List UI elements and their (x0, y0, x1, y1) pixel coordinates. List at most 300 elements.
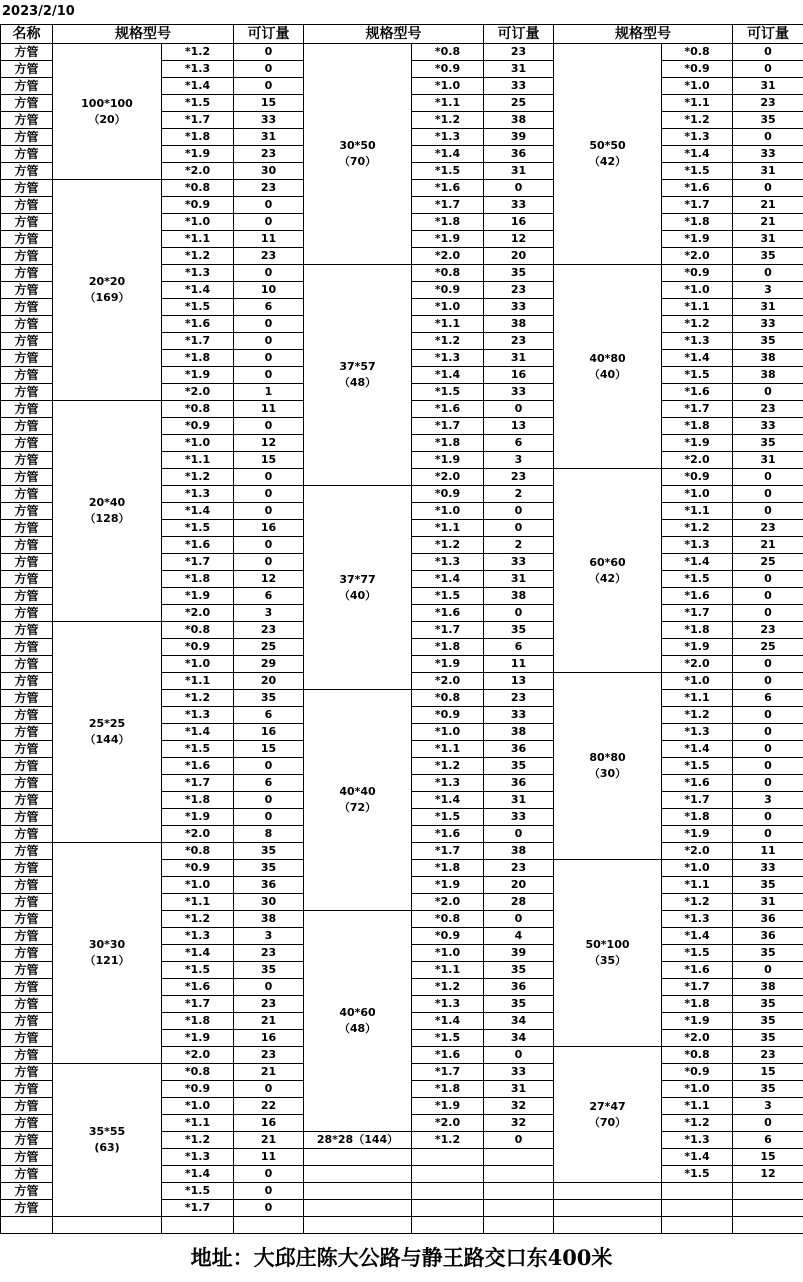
quantity-cell: 36 (484, 146, 554, 163)
empty-cell (484, 1166, 554, 1183)
thickness-cell: *1.1 (662, 1098, 733, 1115)
product-name-cell: 方管 (1, 214, 53, 231)
thickness-cell: *1.9 (662, 231, 733, 248)
quantity-cell: 32 (484, 1098, 554, 1115)
thickness-cell: *1.9 (662, 639, 733, 656)
thickness-cell: *1.3 (162, 265, 234, 282)
thickness-cell: *1.0 (662, 78, 733, 95)
spec-group-title: 40*80 (589, 351, 626, 365)
product-name-cell: 方管 (1, 248, 53, 265)
spec-group-cell (554, 469, 662, 673)
product-name-cell: 方管 (1, 605, 53, 622)
quantity-cell: 0 (733, 129, 803, 146)
thickness-cell: *1.2 (412, 979, 484, 996)
quantity-cell: 0 (484, 401, 554, 418)
spec-group-cell (304, 911, 412, 1132)
thickness-cell: *1.2 (162, 469, 234, 486)
thickness-cell: *2.0 (162, 1047, 234, 1064)
quantity-cell: 0 (234, 979, 304, 996)
spec-group-cell (53, 401, 162, 622)
quantity-cell: 0 (234, 214, 304, 231)
thickness-cell: *1.3 (412, 129, 484, 146)
spec-group-title: 37*57 (339, 360, 376, 373)
quantity-cell: 0 (234, 469, 304, 486)
quantity-cell: 0 (234, 758, 304, 775)
thickness-cell: *0.9 (162, 197, 234, 214)
spec-group-count: （121） (84, 954, 130, 967)
thickness-cell: *2.0 (662, 1030, 733, 1047)
header-name: 名称 (1, 25, 53, 44)
quantity-cell: 0 (234, 809, 304, 826)
thickness-cell: *1.4 (412, 792, 484, 809)
quantity-cell: 0 (733, 588, 803, 605)
product-name-cell: 方管 (1, 775, 53, 792)
empty-cell (304, 1166, 412, 1183)
thickness-cell: *1.5 (662, 163, 733, 180)
quantity-cell: 0 (733, 61, 803, 78)
thickness-cell: *1.6 (412, 401, 484, 418)
quantity-cell: 6 (484, 435, 554, 452)
product-name-cell: 方管 (1, 707, 53, 724)
empty-cell (162, 1217, 234, 1234)
quantity-cell: 0 (733, 826, 803, 843)
product-name-cell: 方管 (1, 758, 53, 775)
thickness-cell: *1.6 (662, 180, 733, 197)
product-name-cell: 方管 (1, 299, 53, 316)
spec-group-title: 35*55 (88, 1125, 126, 1138)
spec-group-count: （169） (84, 291, 130, 304)
quantity-cell: 0 (484, 180, 554, 197)
thickness-cell: *1.2 (412, 1132, 484, 1149)
quantity-cell: 35 (733, 435, 803, 452)
thickness-cell: *1.3 (162, 928, 234, 945)
quantity-cell: 15 (234, 741, 304, 758)
spec-group-title: 80*80 (589, 751, 626, 764)
spec-group-title: 25*25 (88, 717, 126, 730)
thickness-cell: *1.7 (662, 197, 733, 214)
quantity-cell: 35 (484, 962, 554, 979)
thickness-cell: *1.5 (162, 741, 234, 758)
quantity-cell: 0 (733, 741, 803, 758)
thickness-cell: *1.7 (162, 775, 234, 792)
spec-group-count: （40） (338, 588, 377, 602)
quantity-cell: 0 (733, 656, 803, 673)
quantity-cell: 0 (733, 1115, 803, 1132)
thickness-cell: *1.7 (162, 333, 234, 350)
thickness-cell: *1.9 (412, 452, 484, 469)
quantity-cell: 0 (733, 673, 803, 690)
quantity-cell: 34 (484, 1030, 554, 1047)
quantity-cell: 6 (484, 639, 554, 656)
thickness-cell: *1.4 (162, 1166, 234, 1183)
quantity-cell: 31 (484, 350, 554, 367)
quantity-cell: 35 (733, 877, 803, 894)
thickness-cell: *0.8 (412, 44, 484, 61)
thickness-cell: *1.4 (412, 367, 484, 384)
thickness-cell: *0.8 (162, 180, 234, 197)
empty-cell (304, 1217, 412, 1234)
thickness-cell: *2.0 (662, 452, 733, 469)
spec-group-title: 60*60 (589, 555, 626, 569)
quantity-cell: 38 (733, 350, 803, 367)
thickness-cell: *1.6 (662, 588, 733, 605)
thickness-cell: *1.9 (412, 656, 484, 673)
quantity-cell: 16 (484, 367, 554, 384)
empty-cell (554, 1200, 662, 1217)
thickness-cell: *0.8 (162, 401, 234, 418)
thickness-cell: *1.1 (162, 894, 234, 911)
thickness-cell: *1.1 (162, 673, 234, 690)
product-name-cell: 方管 (1, 163, 53, 180)
quantity-cell: 23 (234, 146, 304, 163)
thickness-cell: *1.9 (412, 877, 484, 894)
product-name-cell: 方管 (1, 894, 53, 911)
product-name-cell: 方管 (1, 928, 53, 945)
thickness-cell: *1.7 (662, 605, 733, 622)
quantity-cell: 23 (484, 282, 554, 299)
thickness-cell: *0.8 (662, 44, 733, 61)
product-name-cell: 方管 (1, 503, 53, 520)
thickness-cell: *1.3 (162, 61, 234, 78)
spec-group-cell (304, 1132, 412, 1149)
thickness-cell: *0.9 (162, 639, 234, 656)
thickness-cell: *1.5 (412, 809, 484, 826)
quantity-cell: 31 (733, 894, 803, 911)
quantity-cell: 13 (484, 673, 554, 690)
thickness-cell: *2.0 (662, 843, 733, 860)
quantity-cell: 23 (733, 1047, 803, 1064)
thickness-cell: *1.6 (662, 775, 733, 792)
thickness-cell: *1.0 (662, 860, 733, 877)
table-row (1, 1217, 803, 1234)
quantity-cell: 38 (484, 112, 554, 129)
empty-cell (412, 1200, 484, 1217)
quantity-cell: 0 (484, 520, 554, 537)
thickness-cell: *1.2 (162, 911, 234, 928)
spec-group-cell (304, 690, 412, 911)
quantity-cell: 20 (484, 248, 554, 265)
quantity-cell: 38 (733, 367, 803, 384)
product-name-cell: 方管 (1, 622, 53, 639)
empty-cell (484, 1217, 554, 1234)
thickness-cell: *0.8 (162, 843, 234, 860)
empty-cell (662, 1183, 733, 1200)
quantity-cell: 0 (733, 469, 803, 486)
product-name-cell: 方管 (1, 656, 53, 673)
product-name-cell: 方管 (1, 843, 53, 860)
product-name-cell: 方管 (1, 877, 53, 894)
spec-group-title: 40*40 (339, 785, 376, 798)
quantity-cell: 30 (234, 894, 304, 911)
quantity-cell: 3 (484, 452, 554, 469)
spec-group-count: （40） (588, 367, 627, 381)
quantity-cell: 0 (234, 78, 304, 95)
product-name-cell: 方管 (1, 809, 53, 826)
product-name-cell: 方管 (1, 1132, 53, 1149)
spec-group-title: 30*50 (339, 139, 376, 152)
spec-group-cell (554, 860, 662, 1047)
thickness-cell: *1.4 (162, 282, 234, 299)
quantity-cell: 3 (733, 282, 803, 299)
quantity-cell: 35 (484, 758, 554, 775)
quantity-cell: 31 (733, 78, 803, 95)
spec-group-title: 100*100 (81, 96, 133, 110)
thickness-cell: *1.4 (662, 741, 733, 758)
quantity-cell: 6 (234, 707, 304, 724)
header-spec: 规格型号 (304, 25, 484, 44)
product-name-cell: 方管 (1, 860, 53, 877)
header-qty: 可订量 (234, 25, 304, 44)
thickness-cell: *1.2 (412, 758, 484, 775)
spec-group-cell (53, 843, 162, 1064)
thickness-cell: *1.0 (162, 656, 234, 673)
spec-group-cell (554, 1047, 662, 1183)
product-name-cell: 方管 (1, 962, 53, 979)
product-name-cell: 方管 (1, 537, 53, 554)
thickness-cell: *1.4 (412, 1013, 484, 1030)
thickness-cell: *1.6 (162, 758, 234, 775)
thickness-cell: *1.9 (162, 809, 234, 826)
quantity-cell: 23 (234, 248, 304, 265)
quantity-cell: 0 (733, 384, 803, 401)
thickness-cell: *1.3 (662, 537, 733, 554)
quantity-cell: 39 (484, 129, 554, 146)
spec-group-count: （42） (588, 155, 627, 168)
thickness-cell: *1.9 (412, 231, 484, 248)
thickness-cell: *1.8 (162, 792, 234, 809)
quantity-cell: 20 (234, 673, 304, 690)
quantity-cell: 3 (234, 605, 304, 622)
empty-cell (484, 1200, 554, 1217)
quantity-cell: 35 (484, 265, 554, 282)
quantity-cell: 38 (484, 724, 554, 741)
product-name-cell: 方管 (1, 231, 53, 248)
thickness-cell: *1.4 (662, 554, 733, 571)
thickness-cell: *1.4 (412, 146, 484, 163)
quantity-cell: 0 (733, 605, 803, 622)
spec-group-title: 28*28（144） (316, 1133, 399, 1146)
thickness-cell: *1.8 (662, 214, 733, 231)
quantity-cell: 35 (733, 1030, 803, 1047)
empty-cell (484, 1183, 554, 1200)
thickness-cell: *1.1 (162, 1115, 234, 1132)
quantity-cell: 16 (234, 724, 304, 741)
thickness-cell: *1.3 (662, 129, 733, 146)
thickness-cell: *2.0 (662, 248, 733, 265)
thickness-cell: *1.5 (662, 571, 733, 588)
thickness-cell: *1.9 (162, 146, 234, 163)
product-name-cell: 方管 (1, 469, 53, 486)
spec-group-count: （35） (588, 954, 627, 967)
quantity-cell: 0 (234, 333, 304, 350)
spec-group-count: （20） (88, 112, 126, 126)
spec-group-count: （144） (84, 733, 130, 746)
quantity-cell: 23 (484, 333, 554, 350)
thickness-cell: *1.8 (162, 350, 234, 367)
quantity-cell: 25 (733, 554, 803, 571)
quantity-cell: 0 (234, 1183, 304, 1200)
thickness-cell: *0.9 (662, 61, 733, 78)
quantity-cell: 0 (234, 554, 304, 571)
thickness-cell: *1.5 (162, 520, 234, 537)
empty-cell (554, 1183, 662, 1200)
quantity-cell: 10 (234, 282, 304, 299)
quantity-cell: 6 (733, 690, 803, 707)
quantity-cell: 11 (234, 231, 304, 248)
quantity-cell: 12 (234, 435, 304, 452)
product-name-cell: 方管 (1, 486, 53, 503)
thickness-cell: *1.0 (412, 724, 484, 741)
thickness-cell: *1.0 (162, 214, 234, 231)
product-name-cell: 方管 (1, 95, 53, 112)
thickness-cell: *1.1 (662, 503, 733, 520)
thickness-cell: *1.5 (662, 367, 733, 384)
thickness-cell: *0.8 (412, 911, 484, 928)
thickness-cell: *1.8 (662, 809, 733, 826)
thickness-cell: *1.7 (162, 112, 234, 129)
quantity-cell: 16 (234, 1115, 304, 1132)
spec-group-title: 27*47 (589, 1099, 626, 1113)
quantity-cell: 11 (733, 843, 803, 860)
thickness-cell: *1.6 (412, 180, 484, 197)
thickness-cell: *1.6 (662, 384, 733, 401)
quantity-cell: 23 (484, 860, 554, 877)
quantity-cell: 33 (484, 707, 554, 724)
product-name-cell: 方管 (1, 384, 53, 401)
thickness-cell: *1.2 (162, 690, 234, 707)
thickness-cell: *2.0 (412, 1115, 484, 1132)
thickness-cell: *1.9 (162, 367, 234, 384)
quantity-cell: 23 (234, 996, 304, 1013)
quantity-cell: 21 (234, 1132, 304, 1149)
empty-cell (662, 1217, 733, 1234)
thickness-cell: *1.7 (162, 554, 234, 571)
header-qty: 可订量 (484, 25, 554, 44)
quantity-cell: 1 (234, 384, 304, 401)
empty-cell (234, 1217, 304, 1234)
quantity-cell: 35 (234, 962, 304, 979)
thickness-cell: *1.3 (412, 554, 484, 571)
thickness-cell: *1.8 (162, 129, 234, 146)
quantity-cell: 31 (733, 231, 803, 248)
header-spec: 规格型号 (554, 25, 733, 44)
quantity-cell: 38 (484, 316, 554, 333)
product-name-cell: 方管 (1, 146, 53, 163)
quantity-cell: 0 (484, 1047, 554, 1064)
quantity-cell: 21 (733, 197, 803, 214)
quantity-cell: 0 (234, 61, 304, 78)
thickness-cell: *1.2 (412, 537, 484, 554)
quantity-cell: 15 (733, 1064, 803, 1081)
thickness-cell: *1.0 (412, 299, 484, 316)
quantity-cell: 28 (484, 894, 554, 911)
spec-group-title: 20*40 (88, 496, 126, 509)
quantity-cell: 0 (733, 180, 803, 197)
thickness-cell: *1.6 (162, 979, 234, 996)
thickness-cell: *1.2 (662, 316, 733, 333)
quantity-cell: 23 (484, 690, 554, 707)
product-name-cell: 方管 (1, 979, 53, 996)
product-name-cell: 方管 (1, 44, 53, 61)
product-name-cell: 方管 (1, 1200, 53, 1217)
quantity-cell: 25 (484, 95, 554, 112)
empty-cell (304, 1149, 412, 1166)
thickness-cell: *1.0 (162, 435, 234, 452)
quantity-cell: 11 (484, 656, 554, 673)
thickness-cell: *1.3 (162, 707, 234, 724)
spec-group-cell (53, 622, 162, 843)
thickness-cell: *1.3 (662, 724, 733, 741)
thickness-cell: *1.1 (412, 316, 484, 333)
empty-cell (733, 1200, 803, 1217)
thickness-cell: *1.2 (162, 248, 234, 265)
quantity-cell: 6 (733, 1132, 803, 1149)
quantity-cell: 0 (484, 503, 554, 520)
thickness-cell: *1.0 (662, 1081, 733, 1098)
thickness-cell: *1.5 (662, 945, 733, 962)
thickness-cell: *0.8 (162, 1064, 234, 1081)
quantity-cell: 33 (484, 197, 554, 214)
thickness-cell: *1.8 (162, 571, 234, 588)
thickness-cell: *1.4 (662, 1149, 733, 1166)
quantity-cell: 23 (484, 44, 554, 61)
thickness-cell: *1.1 (162, 452, 234, 469)
quantity-cell: 31 (484, 1081, 554, 1098)
quantity-cell: 31 (733, 452, 803, 469)
empty-cell (304, 1183, 412, 1200)
thickness-cell: *1.1 (662, 690, 733, 707)
product-name-cell: 方管 (1, 792, 53, 809)
quantity-cell: 0 (484, 826, 554, 843)
thickness-cell: *1.2 (662, 112, 733, 129)
quantity-cell: 23 (234, 1047, 304, 1064)
thickness-cell: *1.2 (662, 707, 733, 724)
quantity-cell: 23 (234, 622, 304, 639)
empty-cell (53, 1217, 162, 1234)
quantity-cell: 3 (733, 1098, 803, 1115)
quantity-cell: 33 (484, 1064, 554, 1081)
thickness-cell: *1.8 (662, 996, 733, 1013)
thickness-cell: *1.0 (412, 78, 484, 95)
quantity-cell: 0 (234, 265, 304, 282)
quantity-cell: 35 (234, 843, 304, 860)
quantity-cell: 35 (733, 945, 803, 962)
quantity-cell: 23 (733, 622, 803, 639)
thickness-cell: *1.8 (662, 622, 733, 639)
thickness-cell: *1.2 (662, 520, 733, 537)
thickness-cell: *1.7 (162, 1200, 234, 1217)
thickness-cell: *1.2 (412, 333, 484, 350)
thickness-cell: *1.5 (162, 95, 234, 112)
thickness-cell: *1.1 (412, 95, 484, 112)
quantity-cell: 0 (234, 1200, 304, 1217)
product-name-cell: 方管 (1, 520, 53, 537)
quantity-cell: 0 (484, 1132, 554, 1149)
quantity-cell: 4 (484, 928, 554, 945)
quantity-cell: 36 (484, 979, 554, 996)
quantity-cell: 21 (733, 537, 803, 554)
product-name-cell: 方管 (1, 945, 53, 962)
spec-group-cell (554, 673, 662, 860)
thickness-cell: *1.6 (412, 826, 484, 843)
thickness-cell: *1.5 (162, 1183, 234, 1200)
product-name-cell: 方管 (1, 690, 53, 707)
quantity-cell: 15 (234, 95, 304, 112)
thickness-cell: *1.8 (412, 1081, 484, 1098)
product-name-cell: 方管 (1, 1183, 53, 1200)
thickness-cell: *1.5 (412, 384, 484, 401)
quantity-cell: 33 (733, 146, 803, 163)
